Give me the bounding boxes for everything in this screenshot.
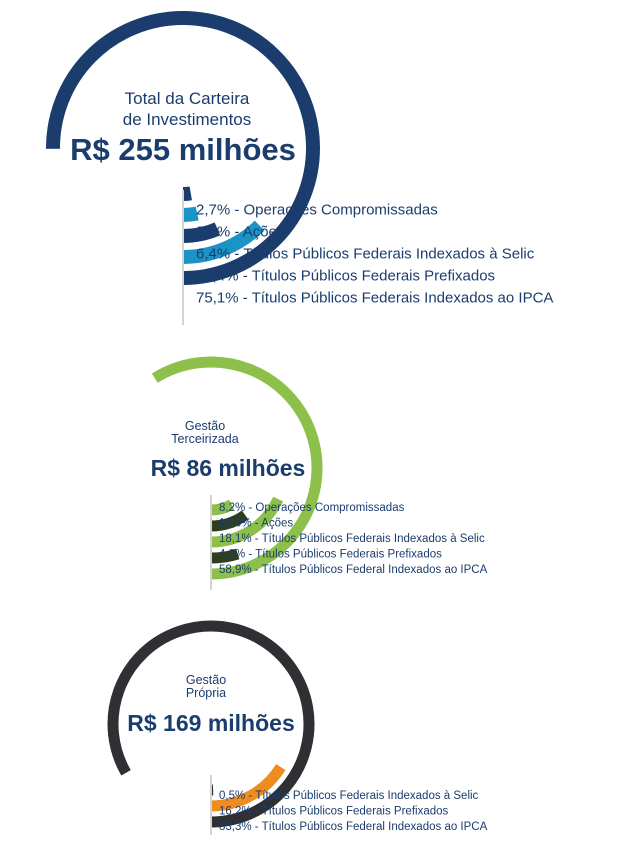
chart-3-label-1: 0,5% - Títulos Públicos Federais Indexados à Selic [219,790,479,803]
chart-1-label-1: 2,7% - Operações Compromissadas [196,201,438,219]
chart-2-title-line-2: Terceirizada [171,432,239,446]
chart-1-label-2: 3,4% - Ações [196,223,285,241]
chart-3-title-line-1: Gestão [185,673,227,687]
chart-3-label-3: 83,3% - Títulos Públicos Federal Indexados ao IPCA [219,821,488,834]
chart-2-label-4: 4,8% - Títulos Públicos Federais Prefixados [219,548,442,561]
chart-2-label-5: 58,9% - Títulos Públicos Federal Indexados ao IPCA [219,564,488,577]
chart-1-label-4: 12,4% - Títulos Públicos Federais Prefixados [196,267,496,285]
chart-2-total: R$ 86 milhões [150,455,306,481]
chart-3-label-2: 16,2% - Títulos Públicos Federais Prefixados [219,805,449,818]
chart-2-label-2: 10,0% - Ações [219,517,294,530]
chart-1-title-line-1: Total da Carteira [124,89,250,108]
chart-1-title-line-2: de Investimentos [122,110,252,129]
chart-2-label-3: 18,1% - Títulos Públicos Federais Indexados à Selic [219,533,485,546]
chart-1-total: R$ 255 milhões [70,132,296,167]
chart-1-label-5: 75,1% - Títulos Públicos Federais Indexados ao IPCA [196,289,554,307]
chart-2-title-line-1: Gestão [184,419,226,433]
chart-1-label-3: 6,4% - Títulos Públicos Federais Indexados à Selic [196,245,535,263]
chart-1-arc-1 [183,193,191,194]
chart-2-label-1: 8,2% - Operações Compromissadas [219,502,405,515]
chart-3-total: R$ 169 milhões [127,710,295,736]
chart-3-title-line-2: Própria [185,686,227,700]
